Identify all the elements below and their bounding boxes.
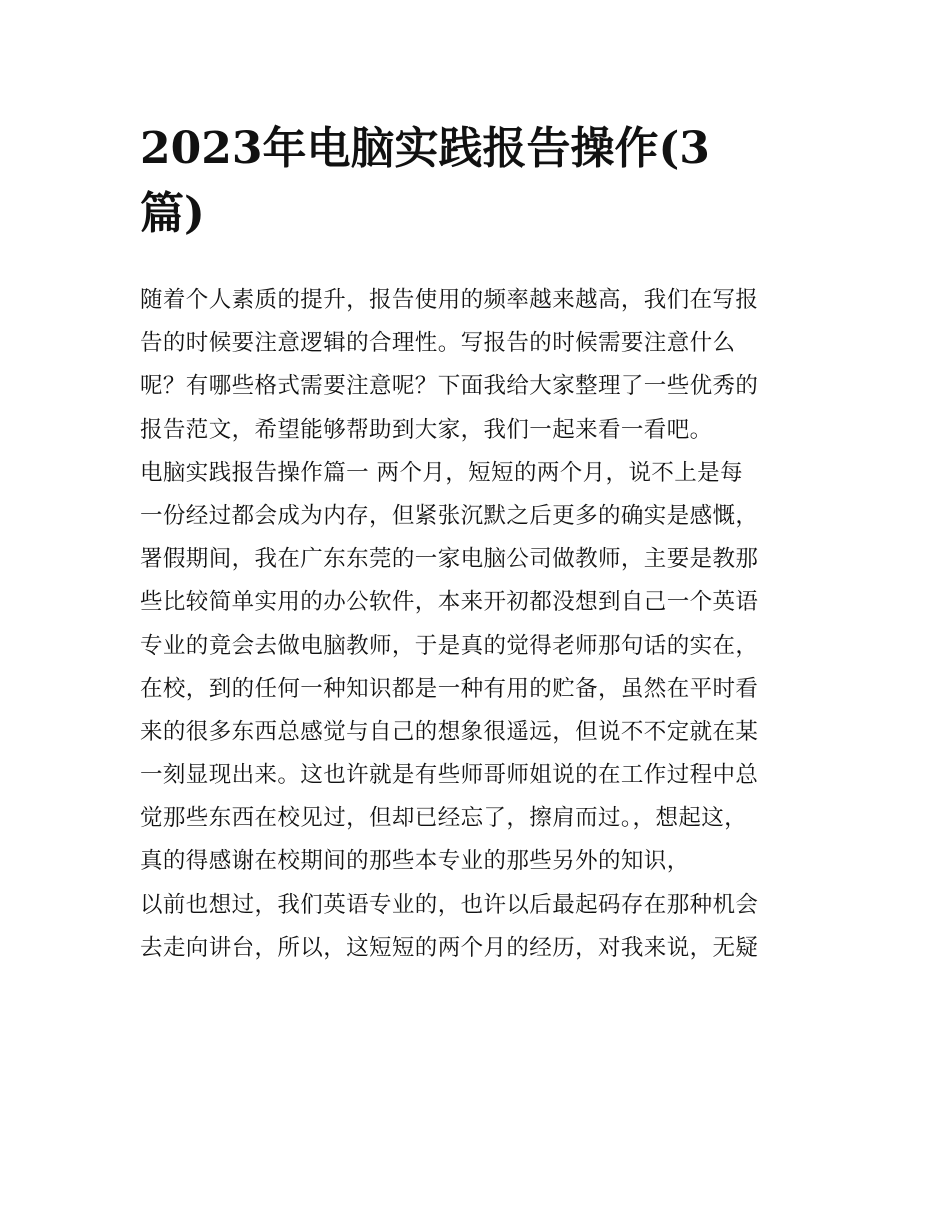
body-line: 去走向讲台，所以，这短短的两个月的经历，对我来说，无疑 — [140, 934, 759, 961]
body-line: 署假期间，我在广东东莞的一家电脑公司做教师，主要是教那 — [140, 546, 759, 573]
body-line: 些比较简单实用的办公软件，本来开初都没想到自己一个英语 — [140, 589, 759, 616]
document-title — [140, 116, 820, 246]
body-line: 专业的竟会去做电脑教师，于是真的觉得老师那句话的实在， — [140, 632, 759, 659]
title-line-2: 篇) — [140, 188, 205, 239]
document-body — [140, 279, 820, 970]
body-line: 随着个人素质的提升，报告使用的频率越来越高，我们在写报 — [140, 287, 759, 313]
body-line: 在校，到的任何一种知识都是一种有用的贮备，虽然在平时看 — [140, 675, 759, 702]
body-line: 报告范文，希望能够帮助到大家，我们一起来看一看吧。 — [140, 416, 713, 443]
body-line: 电脑实践报告操作篇一 两个月，短短的两个月，说不上是每 — [140, 459, 743, 486]
title-line-1: 2023年电脑实践报告操作(3 — [140, 123, 710, 174]
body-line: 一刻显现出来。这也许就是有些师哥师姐说的在工作过程中总 — [140, 762, 759, 789]
body-line: 来的很多东西总感觉与自己的想象很遥远，但说不不定就在某 — [140, 718, 759, 745]
body-line: 告的时候要注意逻辑的合理性。写报告的时候需要注意什么 — [140, 330, 736, 357]
body-line: 呢？有哪些格式需要注意呢？下面我给大家整理了一些优秀的 — [140, 373, 759, 400]
body-line: 真的得感谢在校期间的那些本专业的那些另外的知识， — [140, 848, 690, 875]
body-line: 一份经过都会成为内存，但紧张沉默之后更多的确实是感慨， — [140, 502, 759, 529]
body-line: 以前也想过，我们英语专业的，也许以后最起码存在那种机会 — [140, 891, 759, 918]
body-line: 觉那些东西在校见过，但却已经忘了，擦肩而过。，想起这， — [140, 805, 748, 832]
